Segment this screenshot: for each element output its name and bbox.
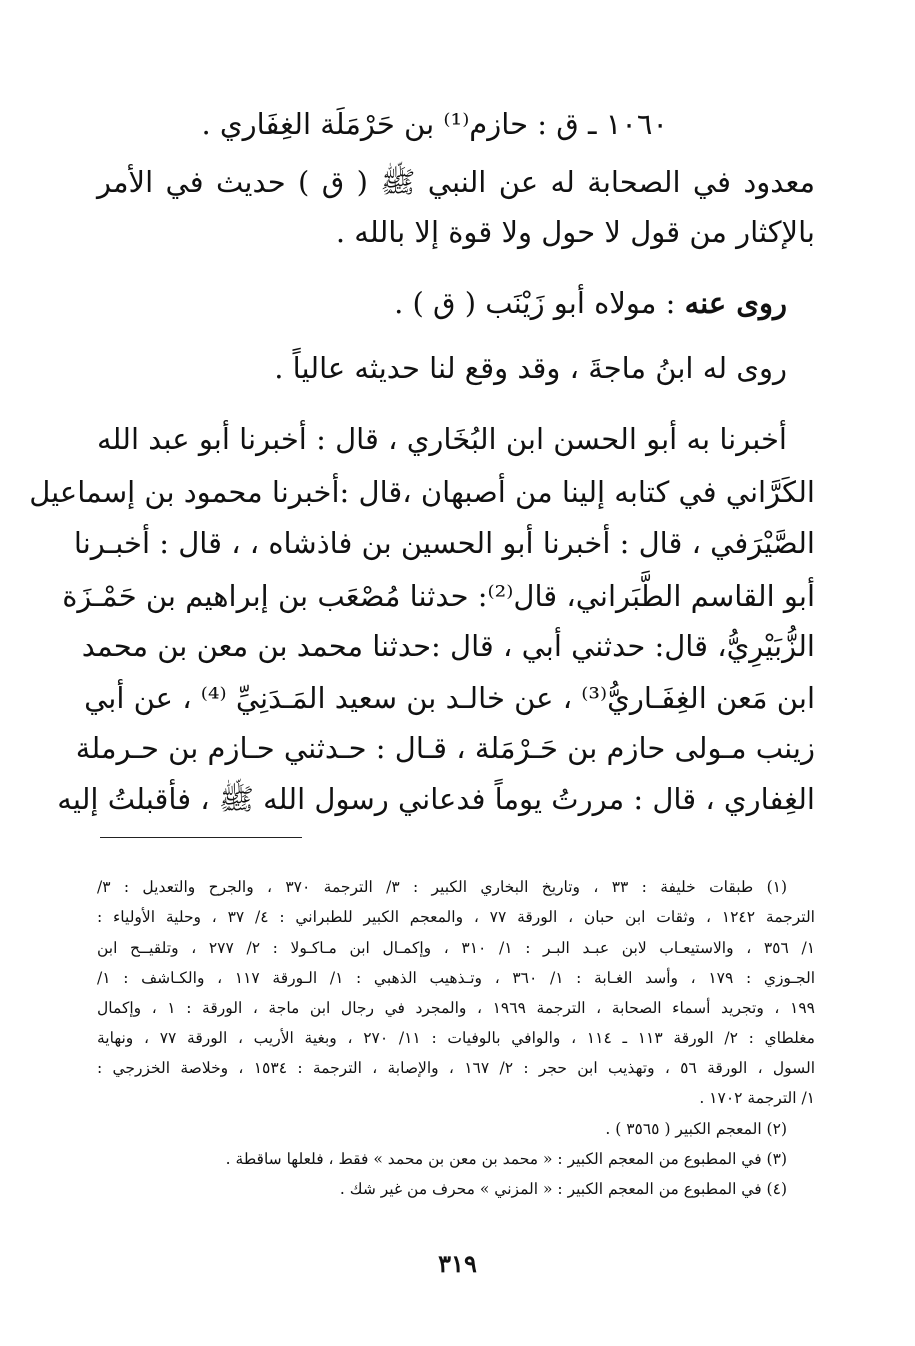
footnote-separator [100, 837, 302, 838]
isnad-line: أخبرنا به أبو الحسن ابن البُخَاري ، قال : أخبرنا أبو عبد الله [97, 422, 787, 456]
footnote-1-line: مغلطاي : ٢/ الورقة ١١٣ ـ ١١٤ ، والوافي بالوفيات : ١١/ ٢٧٠ ، وبغية الأريب ، الورقة ٧٧ ، ونهاية [97, 1029, 815, 1047]
ibn-majah-paragraph: روى له ابنُ ماجةَ ، وقد وقع لنا حديثه عالياً . [274, 351, 787, 385]
footnote-1-line: ١/ ٣٥٦ ، والاستيعـاب لابن عبـد البـر : ١/ ٣١٠ ، وإكمـال ابن مـاكـولا : ٢/ ٢٧٧ ، وتلقيــح ابن [97, 939, 816, 957]
footnote-1-line: (١) طبقات خليفة : ٣٣ ، وتاريخ البخاري الكبير : ٣/ الترجمة ٣٧٠ ، والجرح والتعديل : ٣/ [97, 878, 788, 896]
narrators-label: روى عنه [684, 286, 787, 320]
footnote-1-line: الجـوزي : ١٧٩ ، وأسد الغـابة : ١/ ٣٦٠ ، وتـذهيب الذهبي : ١/ الـورقة ١١٧ ، والكـاشف : ١/ [97, 969, 816, 987]
isnad-line: الزُّبَيْرِيُّ، قال: حدثني أبي ، قال :حدثنا محمد بن معن بن محمد [81, 629, 815, 663]
footnote-1-line: ١٩٩ ، وتجريد أسماء الصحابة ، الترجمة ١٩٦٩ ، والمجرد في رجال ابن ماجة ، الورقة : ١ ، وإكمال [97, 999, 815, 1017]
entry-heading: ١٠٦٠ ـ ق : حازم⁽¹⁾ بن حَرْمَلَة الغِفَاري . [201, 107, 668, 141]
footnote-1-line: الترجمة ١٢٤٢ ، وثقات ابن حبان ، الورقة ٧٧ ، والمعجم الكبير للطبراني : ٤/ ٣٧ ، وحلية الأولياء : [97, 908, 815, 926]
page-number: ٣١٩ [438, 1249, 477, 1278]
isnad-line: ابن مَعن الغِفَـاريُّ⁽³⁾ ، عن خالـد بن سعيد المَـدَنِيِّ ⁽⁴⁾ ، عن أبي [84, 681, 815, 715]
narrators-paragraph [97, 283, 787, 323]
footnote-1-line: السول ، الورقة ٥٦ ، وتهذيب ابن حجر : ٢/ ١٦٧ ، والإصابة ، الترجمة : ١٥٣٤ ، وخلاصة الخزرجي : [97, 1059, 815, 1077]
footnote-4: (٤) في المطبوع من المعجم الكبير : « المزني » محرف من غير شك . [339, 1180, 787, 1198]
isnad-line: الكَرَّاني في كتابه إلينا من أصبهان ،قال :أخبرنا محمود بن إسماعيل [29, 475, 815, 509]
entry-intro-line-2: بالإكثار من قول لا حول ولا قوة إلا بالله . [335, 215, 815, 249]
footnote-3: (٣) في المطبوع من المعجم الكبير : « محمد بن معن بن محمد » فقط ، فلعلها ساقطة . [225, 1150, 787, 1168]
narrators-text: : مولاه أبو زَيْنَب ( ق ) . [394, 286, 676, 320]
isnad-line: الصَّيْرَفي ، قال : أخبرنا أبو الحسين بن فاذشاه ، ، قال : أخبـرنا [73, 526, 815, 560]
entry-intro-line-1: معدود في الصحابة له عن النبي ﷺ ( ق ) حديث في الأمر [97, 165, 815, 199]
isnad-line: الغِفاري ، قال : مررتُ يوماً فدعاني رسول الله ﷺ ، فأقبلتُ إليه [57, 782, 815, 816]
isnad-line: أبو القاسم الطَّبَراني، قال⁽²⁾: حدثنا مُصْعَب بن إبراهيم بن حَمْـزَة [62, 579, 815, 613]
isnad-line: زينب مـولى حازم بن حَـرْمَلة ، قـال : حـدثني حـازم بن حـرملة [75, 731, 815, 765]
footnote-1-line: ١/ الترجمة ١٧٠٢ . [699, 1089, 815, 1107]
footnote-2: (٢) المعجم الكبير ( ٣٥٦٥ ) . [605, 1120, 787, 1138]
